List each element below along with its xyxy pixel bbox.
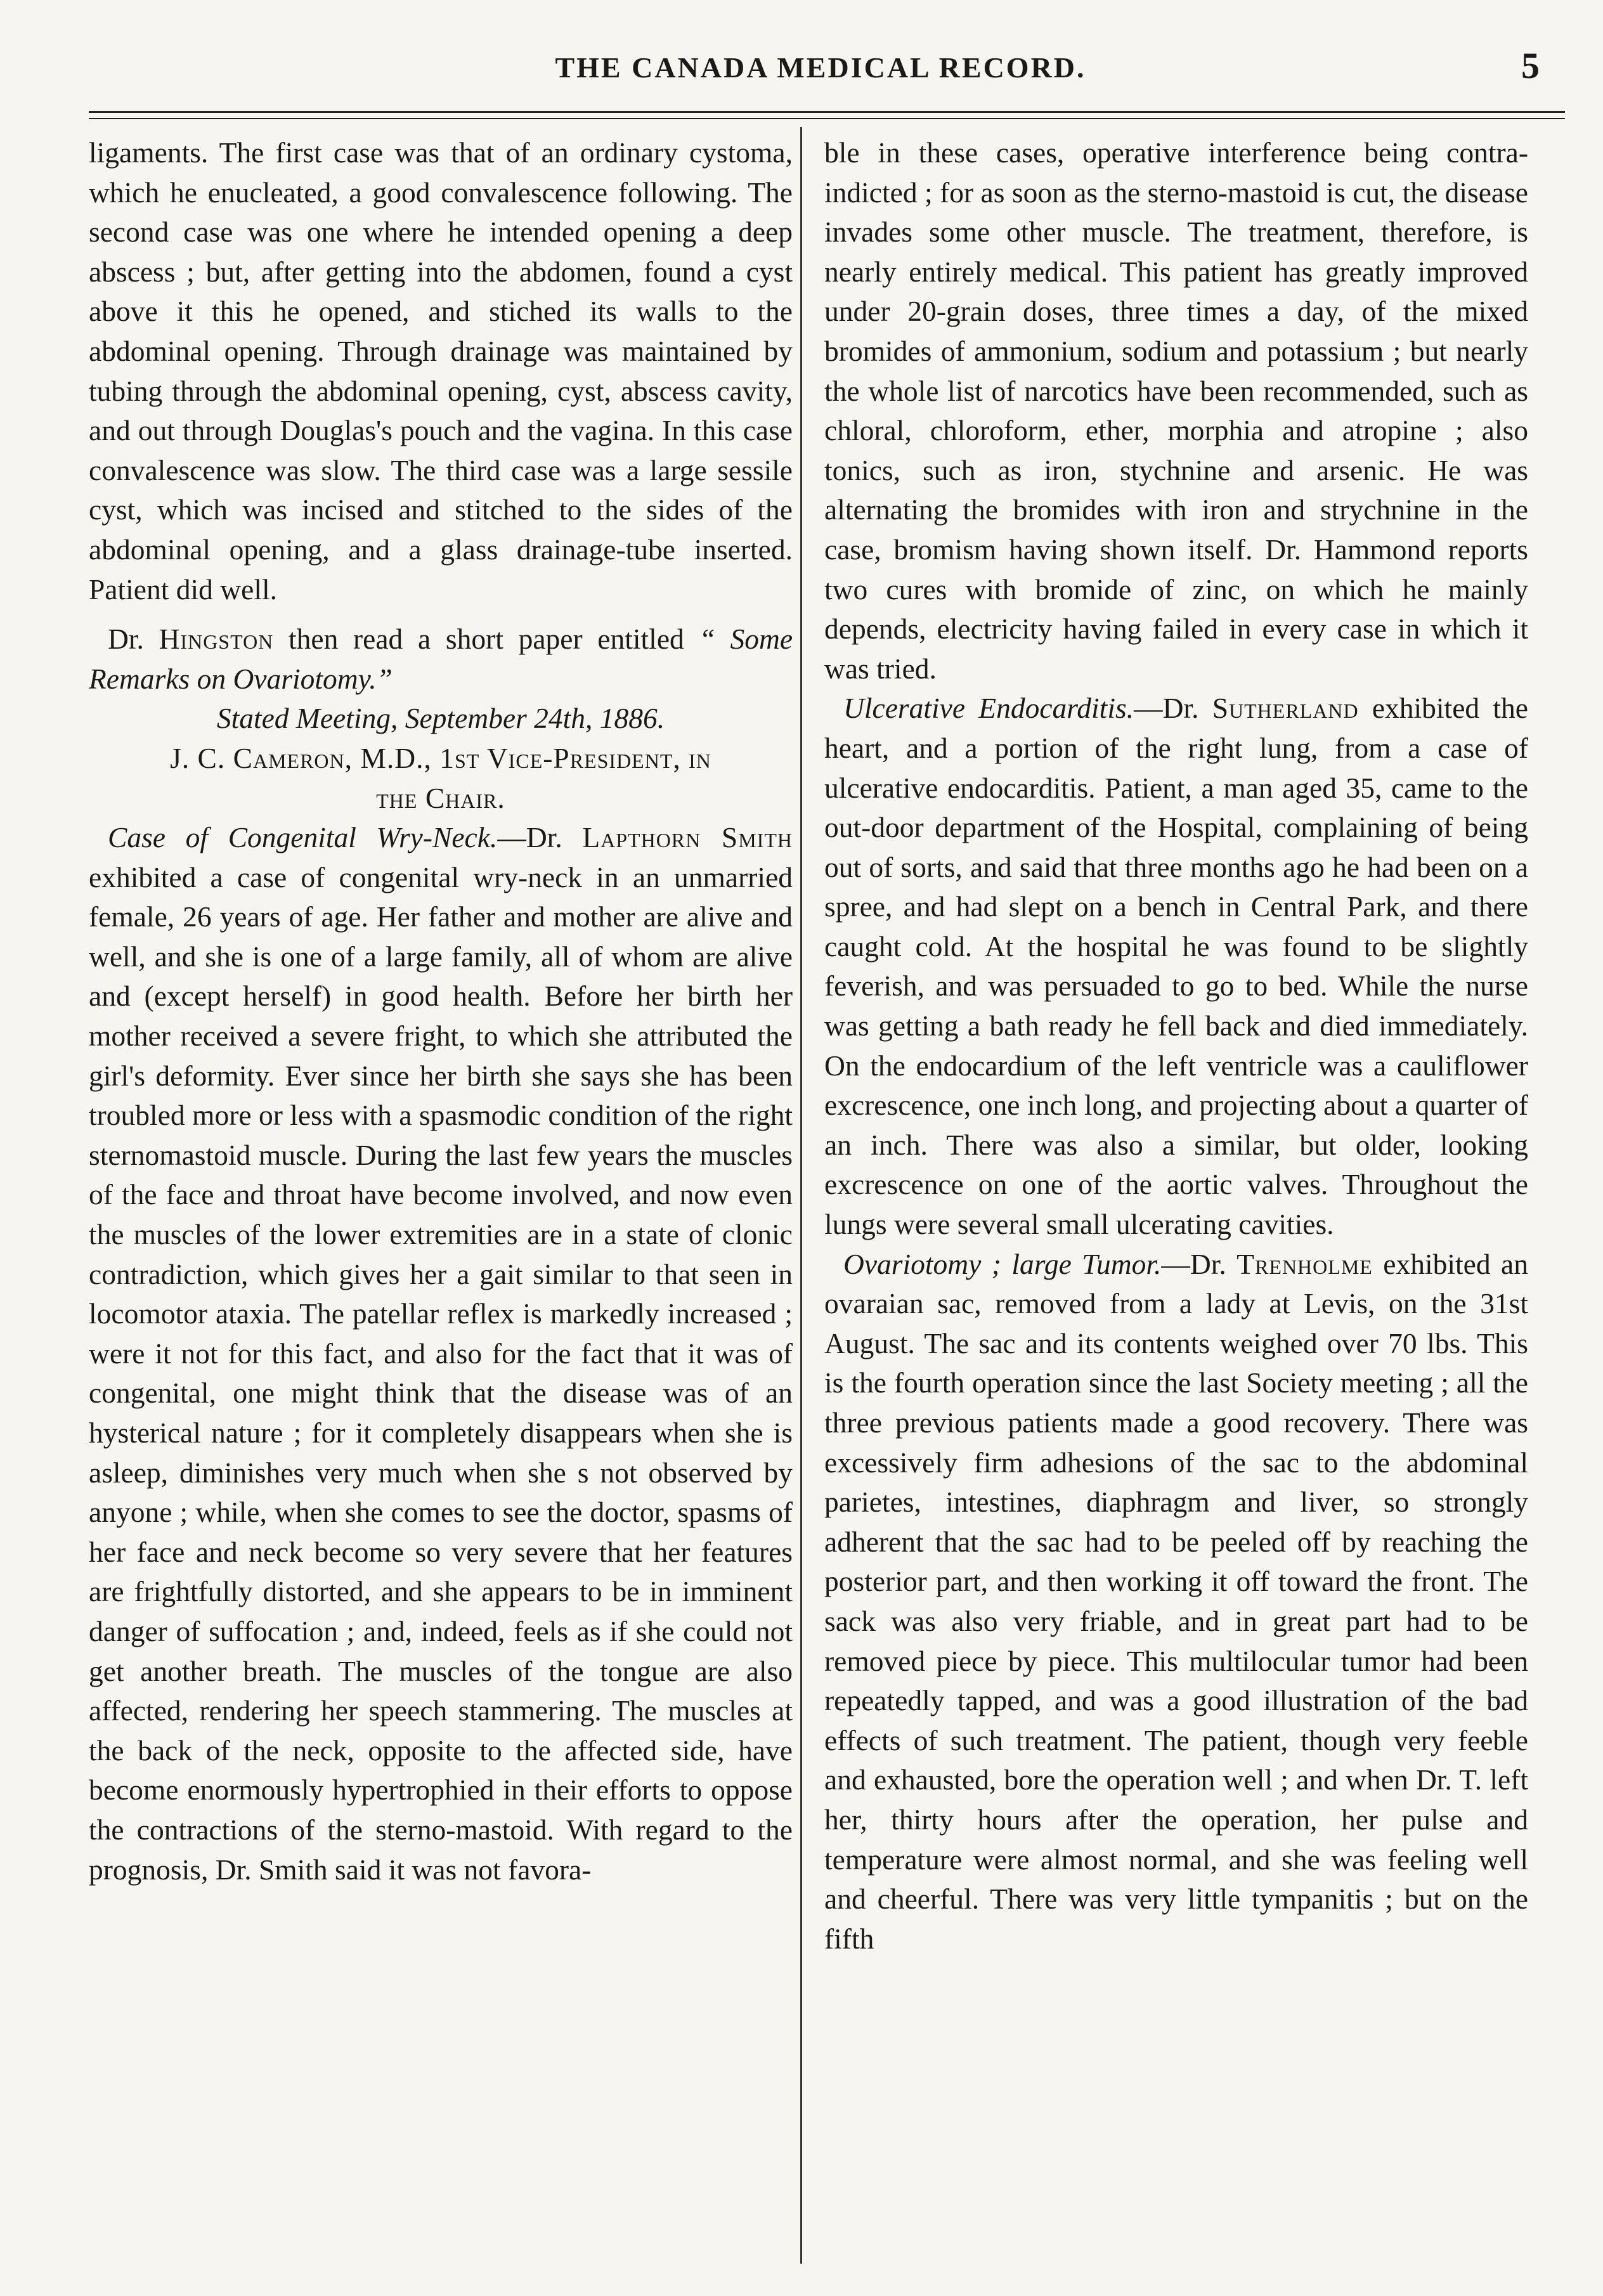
paragraph-hingston-paper bbox=[89, 619, 793, 699]
case-title: Ulcerative Endocarditis. bbox=[843, 692, 1134, 725]
case-body: exhibited an ovaraian sac, removed from a lady at Levis, on the 31st August. The sac and its contents weighed over 70 lbs. This is the fourth operation since the last Society meeting ; all the three previous patients made a good recovery. There was excessively firm adhesions of the sac to the abdominal parietes, intestines, diaphragm and liver, so strongly adherent that the sac had to be peeled off by reaching the posterior part, and then working it off toward the front. The sack was also very friable, and in great part had to be removed piece by piece. This multilocular tumor had been repeatedly tapped, and was a good illustration of the bad effects of such treatment. The patient, though very feeble and exhausted, bore the operation well ; and when Dr. T. left her, thirty hours after the operation, her pulse and temperature were almost normal, and she was feeling well and cheerful. There was very little tympanitis ; but on the fifth bbox=[824, 1247, 1529, 1955]
case-dash: —Dr. bbox=[497, 821, 583, 854]
speaker-name: Trenholme bbox=[1236, 1247, 1373, 1280]
meeting-heading: Stated Meeting, September 24th, 1886. bbox=[216, 702, 665, 735]
journal-title: THE CANADA MEDICAL RECORD. bbox=[555, 51, 1086, 84]
paragraph-wry-neck bbox=[89, 818, 793, 1890]
header-double-rule bbox=[89, 111, 1565, 119]
paragraph-wry-neck-continued: ble in these cases, operative interference being contra-indicted ; for as soon as the sterno-mastoid is cut, the disease invades some other muscle. The treatment, therefore, is nearly entirely medical. This patient has greatly improved under 20-grain doses, three times a day, of the mixed bromides of ammonium, sodium and potassium ; but nearly the whole list of narcotics have been recommended, such as chloral, chloroform, ether, morphia and atropine ; also tonics, such as iron, stychnine and arsenic. He was alternating the bromides with iron and strychnine in the case, bromism having shown itself. Dr. Hammond reports two cures with bromide of zinc, on which he mainly depends, electricity having failed in every case in which it was tried. bbox=[824, 136, 1528, 685]
case-title: Ovariotomy ; large Tumor. bbox=[843, 1247, 1162, 1280]
paragraph-ovariotomy bbox=[824, 1245, 1528, 1959]
case-dash: —Dr. bbox=[1134, 692, 1212, 725]
page-number: 5 bbox=[1521, 45, 1540, 86]
paragraph-ulcerative-endocarditis bbox=[824, 689, 1528, 1244]
left-column bbox=[89, 133, 793, 1890]
case-body: exhibited the heart, and a portion of the right lung, from a case of ulcerative endocarditis. Patient, a man aged 35, came to the out-door department of the Hospital, complaining of being out of sorts, and said that three months ago he had been on a spree, and had slept on a bench in Central Park, and there caught cold. At the hospital he was found to be slightly feverish, and was persuaded to go to bed. While the nurse was getting a bath ready he fell back and died immediately. On the endocardium of the left ventricle was a cauliflower excrescence, one inch long, and projecting about a quarter of an inch. There was also a similar, but older, looking excrescence on one of the aortic valves. Throughout the lungs were several small ulcerating cavities. bbox=[824, 692, 1529, 1241]
speaker-name: Hingston bbox=[159, 623, 274, 656]
paragraph-ovarian-cases: ligaments. The first case was that of an ordinary cystoma, which he enucleated, a good convalescence following. The second case was one where he intended opening a deep abscess ; but, after getting into the abdomen, found a cyst above it this he opened, and stiched its walls to the abdominal opening. Through drainage was maintained by tubing through the abdominal opening, cyst, abscess cavity, and out through Douglas's pouch and the vagina. In this case convalescence was slow. The third case was a large sessile cyst, which was incised and stitched to the sides of the abdominal opening, and a glass drainage-tube inserted. Patient did well. bbox=[89, 136, 793, 606]
case-title: Case of Congenital Wry-Neck. bbox=[108, 821, 498, 854]
paper-title: “ Some Remarks on Ovariotomy.” bbox=[89, 623, 793, 695]
text-body: then read a short paper entitled bbox=[273, 623, 699, 656]
text-prefix: Dr. bbox=[108, 623, 159, 656]
case-body: exhibited a case of congenital wry-neck in an unmarried female, 26 years of age. Her father and mother are alive and well, and she is one of a large family, all of whom are alive and (except herself) in good health. Before her birth her mother received a severe fright, to which she attributed the girl's deformity. Ever since her birth she says she has been troubled more or less with a spasmodic condition of the right sternomastoid muscle. During the last few years the muscles of the face and throat have become involved, and now even the muscles of the lower extremities are in a state of clonic contradiction, which gives her a gait similar to that seen in locomotor ataxia. The patellar reflex is markedly increased ; were it not for this fact, and also for the fact that it was of congenital, one might think that the disease was of an hysterical nature ; for it completely disappears when she is asleep, diminishes very much when she s not observed by anyone ; while, when she comes to see the doctor, spasms of her face and neck become so very severe that her features are frightfully distorted, and she appears to be in imminent danger of suffocation ; and, indeed, feels as if she could not get another breath. The muscles of the tongue are also affected, rendering her speech stammering. The muscles at the back of the neck, opposite to the affected side, have become enormously hypertrophied in their efforts to oppose the contractions of the sterno-mastoid. With regard to the prognosis, Dr. Smith said it was not favora- bbox=[89, 860, 793, 1886]
chair-line-2: the Chair. bbox=[376, 781, 505, 814]
case-dash: —Dr. bbox=[1161, 1247, 1237, 1280]
running-head bbox=[89, 44, 1552, 101]
column-divider bbox=[800, 127, 802, 2264]
speaker-name: Lapthorn Smith bbox=[582, 821, 793, 854]
right-column bbox=[824, 133, 1528, 1959]
speaker-name: Sutherland bbox=[1212, 692, 1359, 725]
chair-line: J. C. Cameron, M.D., 1st Vice-President, in bbox=[170, 741, 711, 774]
